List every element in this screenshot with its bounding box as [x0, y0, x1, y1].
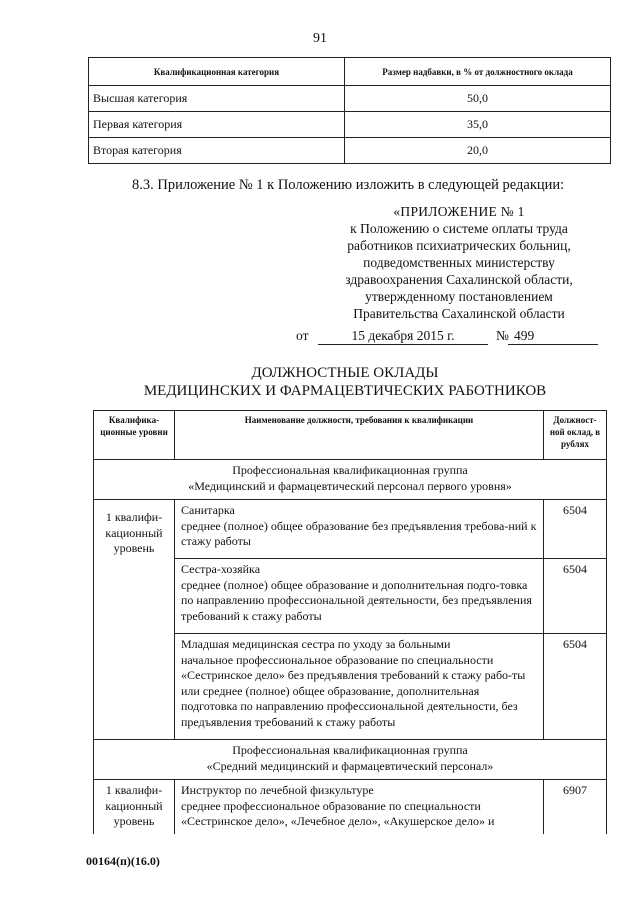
position-title: Младшая медицинская сестра по уходу за больными	[181, 637, 451, 651]
column-header-allowance: Размер надбавки, в % от должностного оклада	[345, 58, 611, 86]
qualification-level-cell: 1 квалифи-кационный уровень	[94, 780, 175, 834]
appendix-line: здравоохранения Сахалинской области,	[345, 272, 573, 287]
column-header-position: Наименование должности, требования к квалификации	[175, 411, 544, 460]
title-line: ДОЛЖНОСТНЫЕ ОКЛАДЫ	[251, 365, 439, 381]
position-title: Инструктор по лечебной физкультуре	[181, 783, 374, 797]
column-header-category: Квалификационная категория	[89, 58, 345, 86]
appendix-line: утвержденному постановлением	[365, 289, 553, 304]
group-heading-name: «Средний медицинский и фармацевтический персонал»	[206, 758, 494, 773]
position-requirements: среднее (полное) общее образование без предъявления требова-ний к стажу работы	[181, 518, 537, 548]
allowance-value-cell: 20,0	[345, 138, 611, 164]
position-requirements: начальное профессиональное образование по специальности «Сестринское дело» без предъявления требований к стажу рабо-ты или среднее (полное) общее образование, дополнительная подготовка по направлению профессиональной деятельности, без предъявления требований к стажу работы	[181, 652, 526, 729]
table-header-row	[89, 58, 611, 86]
group-heading-line: Профессиональная квалификационная группа	[232, 743, 468, 757]
title-line: МЕДИЦИНСКИХ И ФАРМАЦЕВТИЧЕСКИХ РАБОТНИКОВ	[143, 383, 547, 399]
position-cell	[175, 634, 544, 740]
document-title	[0, 364, 640, 400]
salary-cell: 6907	[544, 780, 607, 834]
document-footer-code: 00164(п)(16.0)	[86, 854, 160, 868]
table-row	[89, 86, 611, 112]
qualification-group-heading	[94, 740, 607, 780]
appendix-line: Правительства Сахалинской области	[353, 306, 565, 321]
salary-table	[93, 410, 607, 834]
salary-cell: 6504	[544, 559, 607, 634]
group-heading-name: «Медицинский и фармацевтический персонал первого уровня»	[188, 478, 512, 493]
position-cell	[175, 500, 544, 559]
page-number: 91	[313, 31, 327, 46]
instruction-paragraph: 8.3. Приложение № 1 к Положению изложить в следующей редакции:	[132, 177, 565, 193]
table-header-row	[94, 411, 607, 460]
salary-cell: 6504	[544, 634, 607, 740]
table-row	[94, 780, 607, 834]
group-heading-line: Профессиональная квалификационная группа	[232, 463, 468, 477]
appendix-line: работников психиатрических больниц,	[347, 238, 571, 253]
column-header-level: Квалифика-ционные уровни	[94, 411, 175, 460]
appendix-title: «ПРИЛОЖЕНИЕ № 1	[393, 204, 525, 219]
qualification-group-heading	[94, 460, 607, 500]
category-cell: Вторая категория	[89, 138, 345, 164]
number-sign: №	[496, 328, 509, 343]
appendix-header	[306, 203, 612, 322]
position-title: Сестра-хозяйка	[181, 562, 261, 576]
table-row	[89, 112, 611, 138]
allowance-value-cell: 35,0	[345, 112, 611, 138]
decree-date: 15 декабря 2015 г.	[318, 327, 488, 345]
qualification-allowance-table	[88, 57, 611, 164]
group-row	[94, 740, 607, 780]
position-title: Санитарка	[181, 503, 235, 517]
category-cell: Первая категория	[89, 112, 345, 138]
group-row	[94, 460, 607, 500]
category-cell: Высшая категория	[89, 86, 345, 112]
decree-number: 499	[508, 327, 598, 345]
date-prefix: от	[296, 328, 309, 343]
appendix-line: к Положению о системе оплаты труда	[350, 221, 568, 236]
salary-cell: 6504	[544, 500, 607, 559]
table-row	[89, 138, 611, 164]
column-header-salary: Должност-ной оклад, в рублях	[544, 411, 607, 460]
position-cell	[175, 780, 544, 834]
appendix-line: подведомственных министерству	[363, 255, 555, 270]
qualification-level-cell: 1 квалифи-кационный уровень	[94, 500, 175, 740]
table-row	[94, 500, 607, 559]
allowance-value-cell: 50,0	[345, 86, 611, 112]
position-cell	[175, 559, 544, 634]
position-requirements: среднее (полное) общее образование и дополнительная подго-товка по направлению профессиональной деятельности, без предъявления требований к стажу работы	[181, 577, 532, 623]
position-requirements: среднее профессиональное образование по специальности «Сестринское дело», «Лечебное дело», «Акушерское дело» и	[181, 798, 495, 828]
